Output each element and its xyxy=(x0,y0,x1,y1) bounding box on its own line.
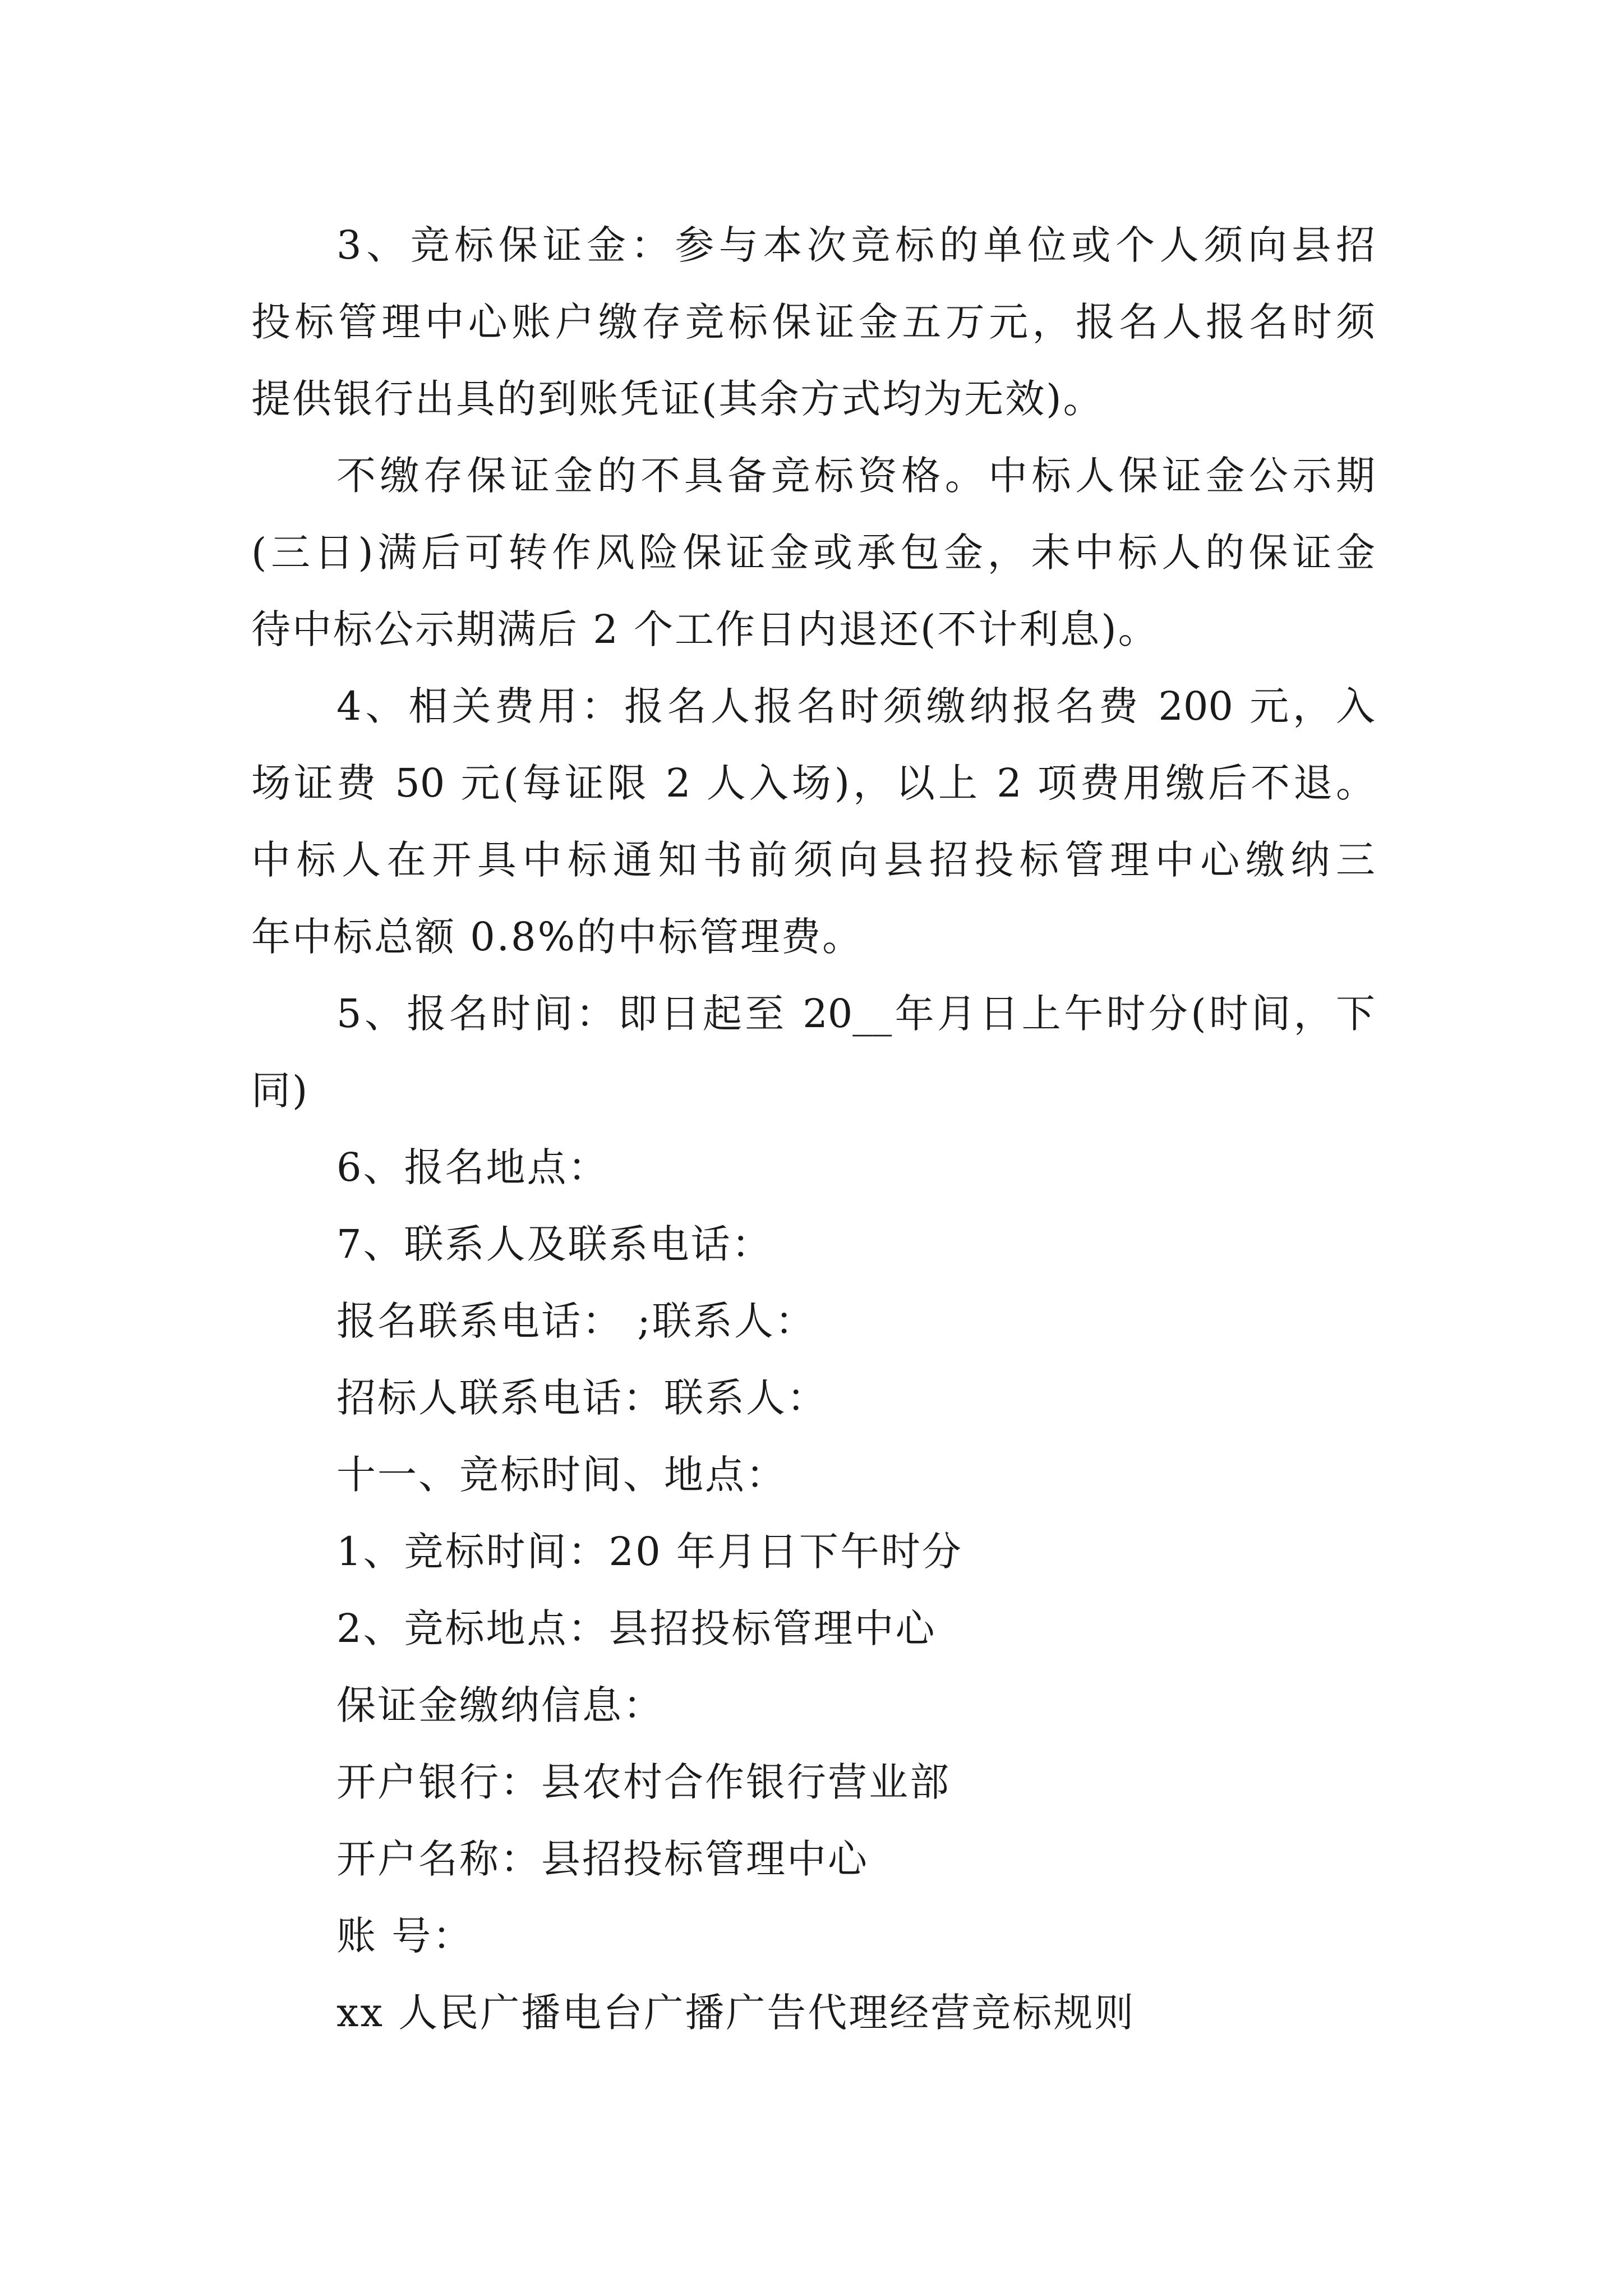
para-refund-line-2: (三日)满后可转作风险保证金或承包金，未中标人的保证金 xyxy=(251,530,1375,576)
bid-time: 1、竞标时间：20 年月日下午时分 xyxy=(336,1529,963,1575)
registration-place: 6、报名地点： xyxy=(336,1144,609,1190)
para-fees-line-3: 中标人在开具中标通知书前须向县招投标管理中心缴纳三 xyxy=(251,837,1375,883)
account-number: 账 号： xyxy=(336,1913,474,1959)
contact-heading: 7、联系人及联系电话： xyxy=(336,1221,773,1267)
bid-place: 2、竞标地点：县招投标管理中心 xyxy=(336,1605,937,1651)
para-refund-line-3: 待中标公示期满后 2 个工作日内退还(不计利息)。 xyxy=(251,606,1159,652)
account-name: 开户名称：县招投标管理中心 xyxy=(336,1836,869,1882)
para-fees-line-4: 年中标总额 0.8%的中标管理费。 xyxy=(251,914,864,960)
para-fees-line-1: 4、相关费用：报名人报名时须缴纳报名费 200 元，入 xyxy=(336,683,1375,729)
para-refund-line-1: 不缴存保证金的不具备竞标资格。中标人保证金公示期 xyxy=(336,453,1375,499)
para-deposit-line-2: 投标管理中心账户缴存竞标保证金五万元，报名人报名时须 xyxy=(251,299,1375,345)
bank-name: 开户银行：县农村合作银行营业部 xyxy=(336,1759,951,1805)
registration-contact: 报名联系电话： ;联系人： xyxy=(336,1298,816,1344)
para-registration-time-line-1: 5、报名时间：即日起至 20__年月日上午时分(时间，下 xyxy=(336,991,1375,1037)
section-heading-bid-time-place: 十一、竞标时间、地点： xyxy=(336,1452,787,1498)
para-deposit-line-1: 3、竞标保证金：参与本次竞标的单位或个人须向县招 xyxy=(336,222,1375,268)
para-deposit-line-3: 提供银行出具的到账凭证(其余方式均为无效)。 xyxy=(251,376,1104,422)
deposit-info-heading: 保证金缴纳信息： xyxy=(336,1682,664,1728)
para-fees-line-2: 场证费 50 元(每证限 2 人入场)，以上 2 项费用缴后不退。 xyxy=(251,760,1375,806)
para-registration-time-line-2: 同) xyxy=(251,1068,310,1114)
tenderer-contact: 招标人联系电话：联系人： xyxy=(336,1375,828,1421)
rules-title: xx 人民广播电台广播广告代理经营竞标规则 xyxy=(336,1990,1136,2036)
